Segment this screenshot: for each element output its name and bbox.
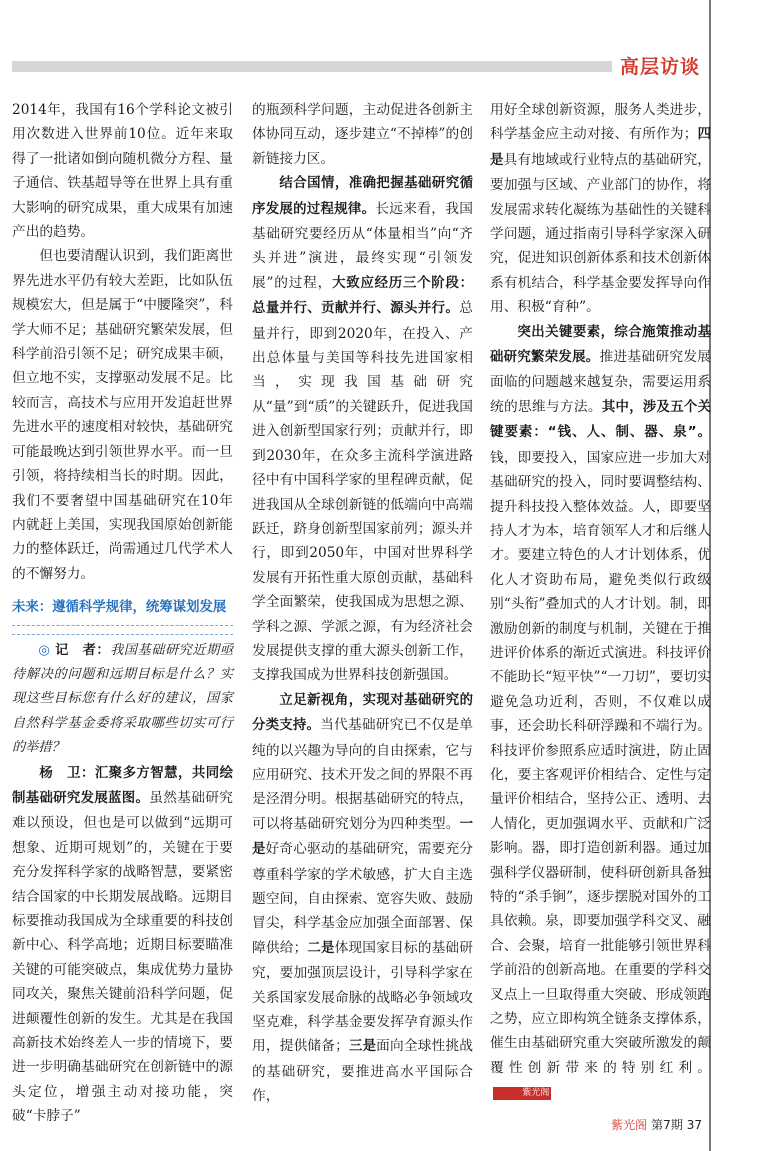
paragraph-lead: 立足新视角，实现对基础研究的分类支持。 bbox=[252, 692, 473, 734]
section-subheading: 未来：遵循科学规律，统筹谋划发展 bbox=[12, 596, 233, 625]
paragraph-text: 体现国家目标的基础研究，要加强顶层设计，引导科学家在关系国家发展命脉的战略必争领域攻坚克难，科学基金要发挥孕育源头作用，提供储备； bbox=[252, 939, 473, 1055]
paragraph-text: 总量并行，即到2020年，在投入、产出总体量与美国等科技先进国家相当，实现我国基础研究从“量”到“质”的关键跃升，促进我国进入创新型国家行列；贡献并行，即到2030年，在众多主流科学演进路径中有中国科学家的里程碑贡献，促进我国从全球创新链的低端向中高端跃迁，跻身创新型国家前列；源头并行，即到2050年，中国对世界科学发展有开拓性重大原创贡献，基础科学全面繁荣，使我国成为思想之源、学科之源、学派之源，有为经济社会发展提供支撑的重大源头创新工作，支撑我国成为世界科技创新强国。 bbox=[252, 300, 473, 684]
paragraph-emphasis: 其中，涉及五个关键要素：“钱、人、制、器、泉”。 bbox=[490, 399, 711, 441]
paragraph-text: 具有地域或行业特点的基础研究，要加强与区域、产业部门的协作，将发展需求转化凝练为基础性的关键科学问题，通过指南引导科学家深入研究，促进知识创新体系和技术创新体系有机结合，科学基金要发挥导向作用、积极“育种”。 bbox=[490, 151, 711, 316]
paragraph-lead: 突出关键要素，综合施策推动基础研究繁荣发展。 bbox=[490, 324, 711, 366]
end-mark-logo: 紫光阁 bbox=[493, 1087, 551, 1100]
paragraph bbox=[490, 320, 711, 1105]
paragraph: 2014年，我国有16个学科论文被引用次数进入世界前10位。近年来取得了一批诸如倒向随机微分方程、量子通信、铁基超导等在世界上具有重大影响的研究成果，重大成果有加速产出的趋势。 bbox=[12, 102, 233, 241]
answer-speaker: 杨 卫： bbox=[39, 765, 95, 781]
paragraph: 的瓶颈科学问题，主动促进各创新主体协同互动，逐步建立“不掉棒”的创新链接力区。 bbox=[252, 102, 473, 167]
paragraph-text: 好奇心驱动的基础研究，需要充分尊重科学家的学术敏感，扩大自主选题空间，自由探索、宽容失败、鼓励冒尖，科学基金应加强全面部署、保障供给； bbox=[252, 841, 473, 956]
paragraph-text: 钱，即要投入，国家应进一步加大对基础研究的投入，同时要调整结构、提升科技投入整体效益。人，即要坚持人才为本，培育领军人才和后继人才。要建立特色的人才计划体系，优化人才资助布局，避免类似行政级别“头衔”叠加式的人才计划。制，即激励创新的制度与机制，关键在于推进评价体系的渐近式演进。科技评价不能助长“短平快”“一刀切”，要切实避免急功近利，否则，不仅难以成事，还会助长科研浮躁和不端行为。科技评价参照系应适时演进，防止固化，要主客观评价相结合、定性与定量评价相结合，坚持公正、透明、去人情化，更加强调水平、贡献和广泛影响。器，即打造创新利器。通过加强科学仪器研制，使科研创新具备独特的“杀手锏”，逐步摆脱对国外的工具依赖。泉，即要加强学科交叉、融合、会聚，培育一批能够引领世界科学前沿的创新高地。在重要的学科交叉点上一旦取得重大突破、形成领跑之势，应立即构筑全链条支撑体系，催生由基础研究重大突破所激发的颠覆性创新带来的特别红利。 bbox=[490, 449, 711, 1076]
enumeration-marker: 三是 bbox=[348, 1039, 377, 1055]
magazine-name: 紫光阁 bbox=[611, 1118, 648, 1132]
header-band bbox=[12, 61, 612, 72]
paragraph-text: 推进基础研究发展面临的问题越来越复杂，需要运用系统的思维与方法。 bbox=[490, 349, 711, 415]
text-column-1 bbox=[12, 98, 233, 1129]
interview-answer bbox=[12, 761, 233, 1129]
paragraph bbox=[252, 171, 473, 688]
paragraph-text: 长远来看，我国基础研究要经历从“体量相当”向“齐头并进”演进，最终实现“引领发展”的过程， bbox=[252, 200, 473, 291]
paragraph-emphasis: 大致应经历三个阶段：总量并行、贡献并行、源头并行。 bbox=[252, 275, 474, 317]
paragraph bbox=[252, 688, 473, 1109]
page-number: 37 bbox=[686, 1118, 702, 1132]
paragraph bbox=[490, 98, 711, 320]
paragraph-text: 用好全球创新资源，服务人类进步，科学基金应主动对接、有所作为； bbox=[490, 102, 711, 143]
paragraph: 但也要清醒认识到，我们距离世界先进水平仍有较大差距，比如队伍规模宏大，但是属于“中腰隆突”，科学大师不足；基础研究繁荣发展，但科学前沿引领不足；研究成果丰硕，但立地不实，支撑驱动发展不足。比较而言，高技术与应用开发追赶世界先进水平的速度相对较快，基础研究可能最晚达到引领世界水平。而一旦引领，将持续相当长的时期。因此，我们不要奢望中国基础研究在10年内就赶上美国，实现我国原始创新能力的整体跃迁，尚需通过几代学术人的不懈努力。 bbox=[12, 248, 233, 582]
question-speaker: 记 者： bbox=[55, 642, 111, 658]
issue-number: 第7期 bbox=[651, 1118, 683, 1132]
text-column-3 bbox=[490, 98, 711, 1105]
text-column-2 bbox=[252, 98, 473, 1109]
answer-lead: 汇聚多方智慧，共同绘制基础研究发展蓝图。 bbox=[12, 765, 234, 806]
question-marker-icon: ◎ bbox=[38, 642, 51, 658]
page-footer bbox=[611, 1116, 702, 1133]
paragraph-text: 面向全球性挑战的基础研究，要推进高水平国际合作， bbox=[252, 1038, 473, 1105]
paragraph-lead: 结合国情，准确把握基础研究循序发展的过程规律。 bbox=[252, 176, 473, 217]
enumeration-marker: 一是 bbox=[252, 816, 473, 858]
enumeration-marker: 二是 bbox=[307, 940, 335, 956]
enumeration-marker: 四是 bbox=[490, 127, 711, 168]
question-text: 我国基础研究近期亟待解决的问题和远期目标是什么？实现这些目标您有什么好的建议，国家自然科学基金委将采取哪些切实可行的举措？ bbox=[12, 642, 234, 756]
section-title: 高层访谈 bbox=[619, 56, 700, 78]
paragraph-text: 当代基础研究已不仅是单纯的以兴趣为导向的自由探索，它与应用研究、技术开发之间的界限不再是泾渭分明。根据基础研究的特点，可以将基础研究划分为四种类型。 bbox=[252, 717, 473, 832]
answer-text: 虽然基础研究难以预设，但也是可以做到“远期可想象、近期可规划”的，关键在于要充分发挥科学家的战略智慧，要紧密结合国家的中长期发展战略。远期目标要推动我国成为全球重要的科技创新中心、科学高地；近期目标要瞄准关键的可能突破点，集成优势力量协同攻关，聚焦关键前沿科学问题，促进颠覆性创新的发生。尤其是在我国高新技术始终差人一步的情境下，要进一步明确基础研究在创新链中的源头定位，增强主动对接功能，突破“卡脖子” bbox=[12, 789, 233, 1125]
interview-question bbox=[12, 634, 233, 761]
